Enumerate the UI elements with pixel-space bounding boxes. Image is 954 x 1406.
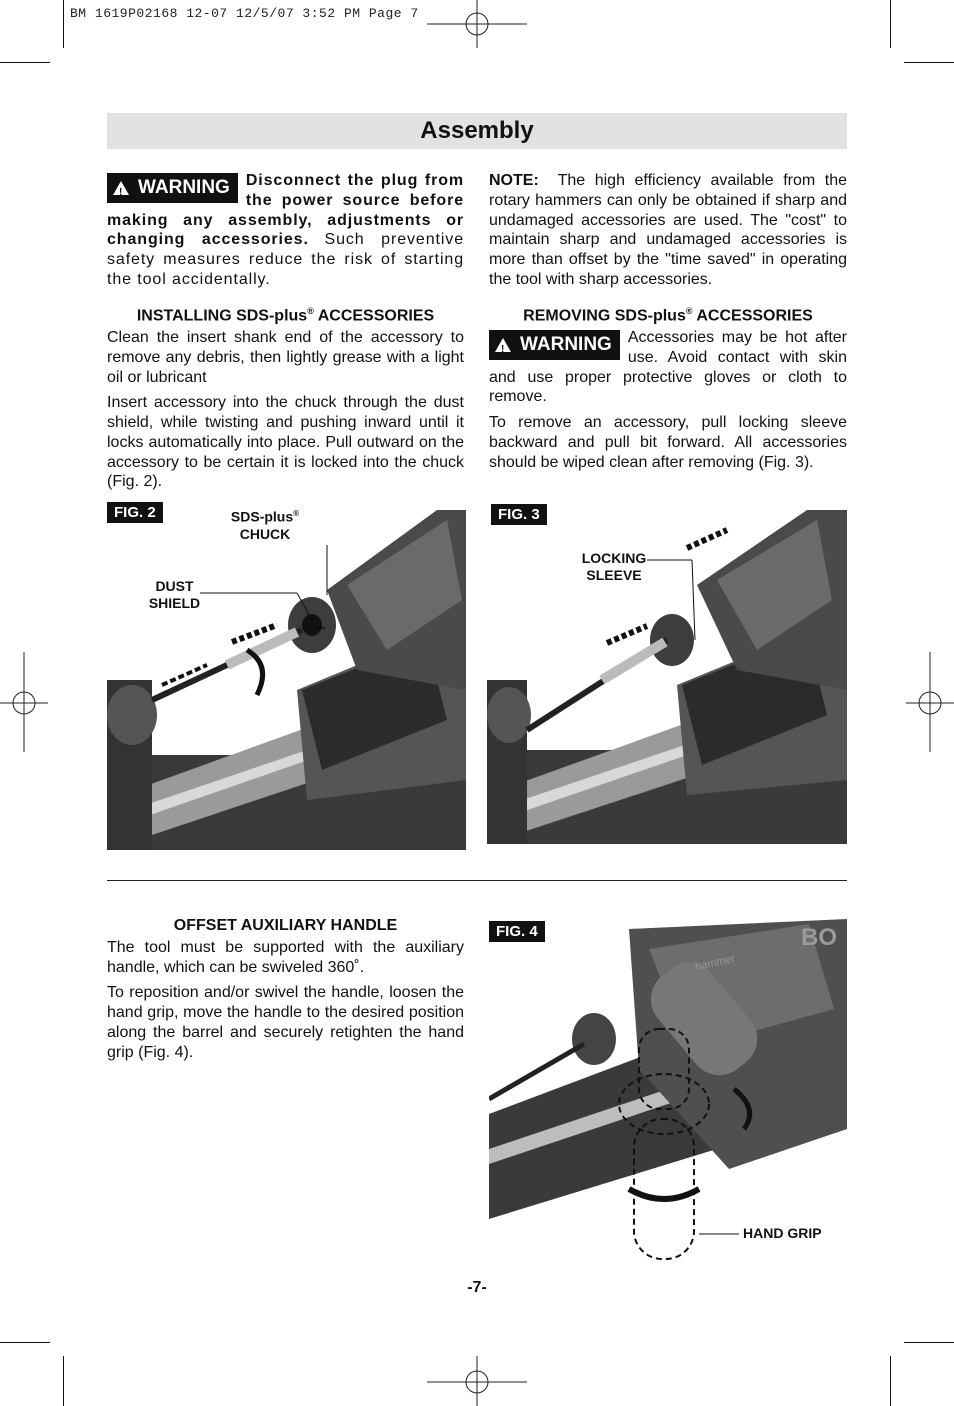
- brand-fragment: BO: [801, 924, 837, 951]
- handle-paragraph-1: The tool must be supported with the auxiliary handle, which can be swiveled 360˚.: [107, 938, 464, 976]
- figure-2: [107, 500, 466, 850]
- model-fragment: hammer: [694, 952, 737, 974]
- callout-dust-shield: DUST SHIELD: [148, 578, 201, 611]
- page-title: Assembly: [107, 113, 847, 149]
- figure-label: FIG. 3: [491, 504, 547, 525]
- warning-badge: ! WARNING: [489, 330, 620, 360]
- figure-3: [487, 500, 847, 844]
- print-slug: BM 1619P02168 12-07 12/5/07 3:52 PM Page 7: [70, 6, 419, 21]
- figure-label: FIG. 2: [107, 502, 163, 523]
- warning-lead-text: Disconnect the plug from the power source before making any assembly, adjustments or changing accessories.: [107, 172, 464, 249]
- warning-tail-text: Such preventive safety measures reduce the risk of starting the tool accidentally.: [107, 231, 464, 288]
- installing-paragraph-2: Insert accessory into the chuck through the dust shield, while twisting and pushing inward until it locks automatically into place. Pull outward on the accessory to be certain it is locked into the chuck (Fig. 2).: [107, 394, 464, 491]
- callout-locking-sleeve: LOCKING SLEEVE: [581, 550, 647, 583]
- page-number: -7-: [467, 1279, 487, 1296]
- figure-4: [489, 919, 847, 1269]
- handle-section: [107, 916, 464, 1069]
- installing-paragraph-1: Clean the insert shank end of the accessory to remove any debris, then lightly grease with a light oil or lubricant: [107, 328, 464, 386]
- handle-heading: OFFSET AUXILIARY HANDLE: [173, 917, 398, 934]
- warning-triangle-icon: [113, 181, 129, 195]
- drill-remove-illustration: [487, 500, 847, 844]
- handle-paragraph-2: To reposition and/or swivel the handle, loosen the hand grip, move the handle to the desired position along the barrel and securely retighten the hand grip (Fig. 4).: [107, 984, 464, 1061]
- drill-insert-illustration: [107, 500, 466, 850]
- callout-sds-chuck: SDS-plus® CHUCK: [230, 508, 300, 542]
- figure-label: FIG. 4: [489, 921, 545, 942]
- auxiliary-handle-illustration: [489, 919, 847, 1269]
- warning-badge: ! WARNING: [107, 173, 238, 203]
- warning-triangle-icon: [495, 338, 511, 352]
- left-column: [107, 171, 464, 498]
- section-divider: [107, 880, 847, 881]
- callout-hand-grip: HAND GRIP: [743, 1225, 822, 1241]
- right-column: [489, 171, 847, 478]
- removing-paragraph-2: To remove an accessory, pull locking sleeve backward and pull bit forward. All accessories should be wiped clean after removing (Fig. 3).: [489, 414, 847, 471]
- removing-warning-text: Accessories may be hot after use. Avoid contact with skin and use proper protective gloves or cloth to remove.: [489, 328, 847, 406]
- installing-heading: INSTALLING SDS-plus® ACCESSORIES: [136, 305, 435, 325]
- removing-heading: REMOVING SDS-plus® ACCESSORIES: [523, 305, 813, 325]
- note-paragraph: NOTE: The high efficiency available from the rotary hammers can only be obtained if sharp and undamaged accessories are used. The "cost" to maintain sharp and undamaged accessories is more than offset by the "time saved" in operating the tool with sharp accessories.: [489, 172, 847, 288]
